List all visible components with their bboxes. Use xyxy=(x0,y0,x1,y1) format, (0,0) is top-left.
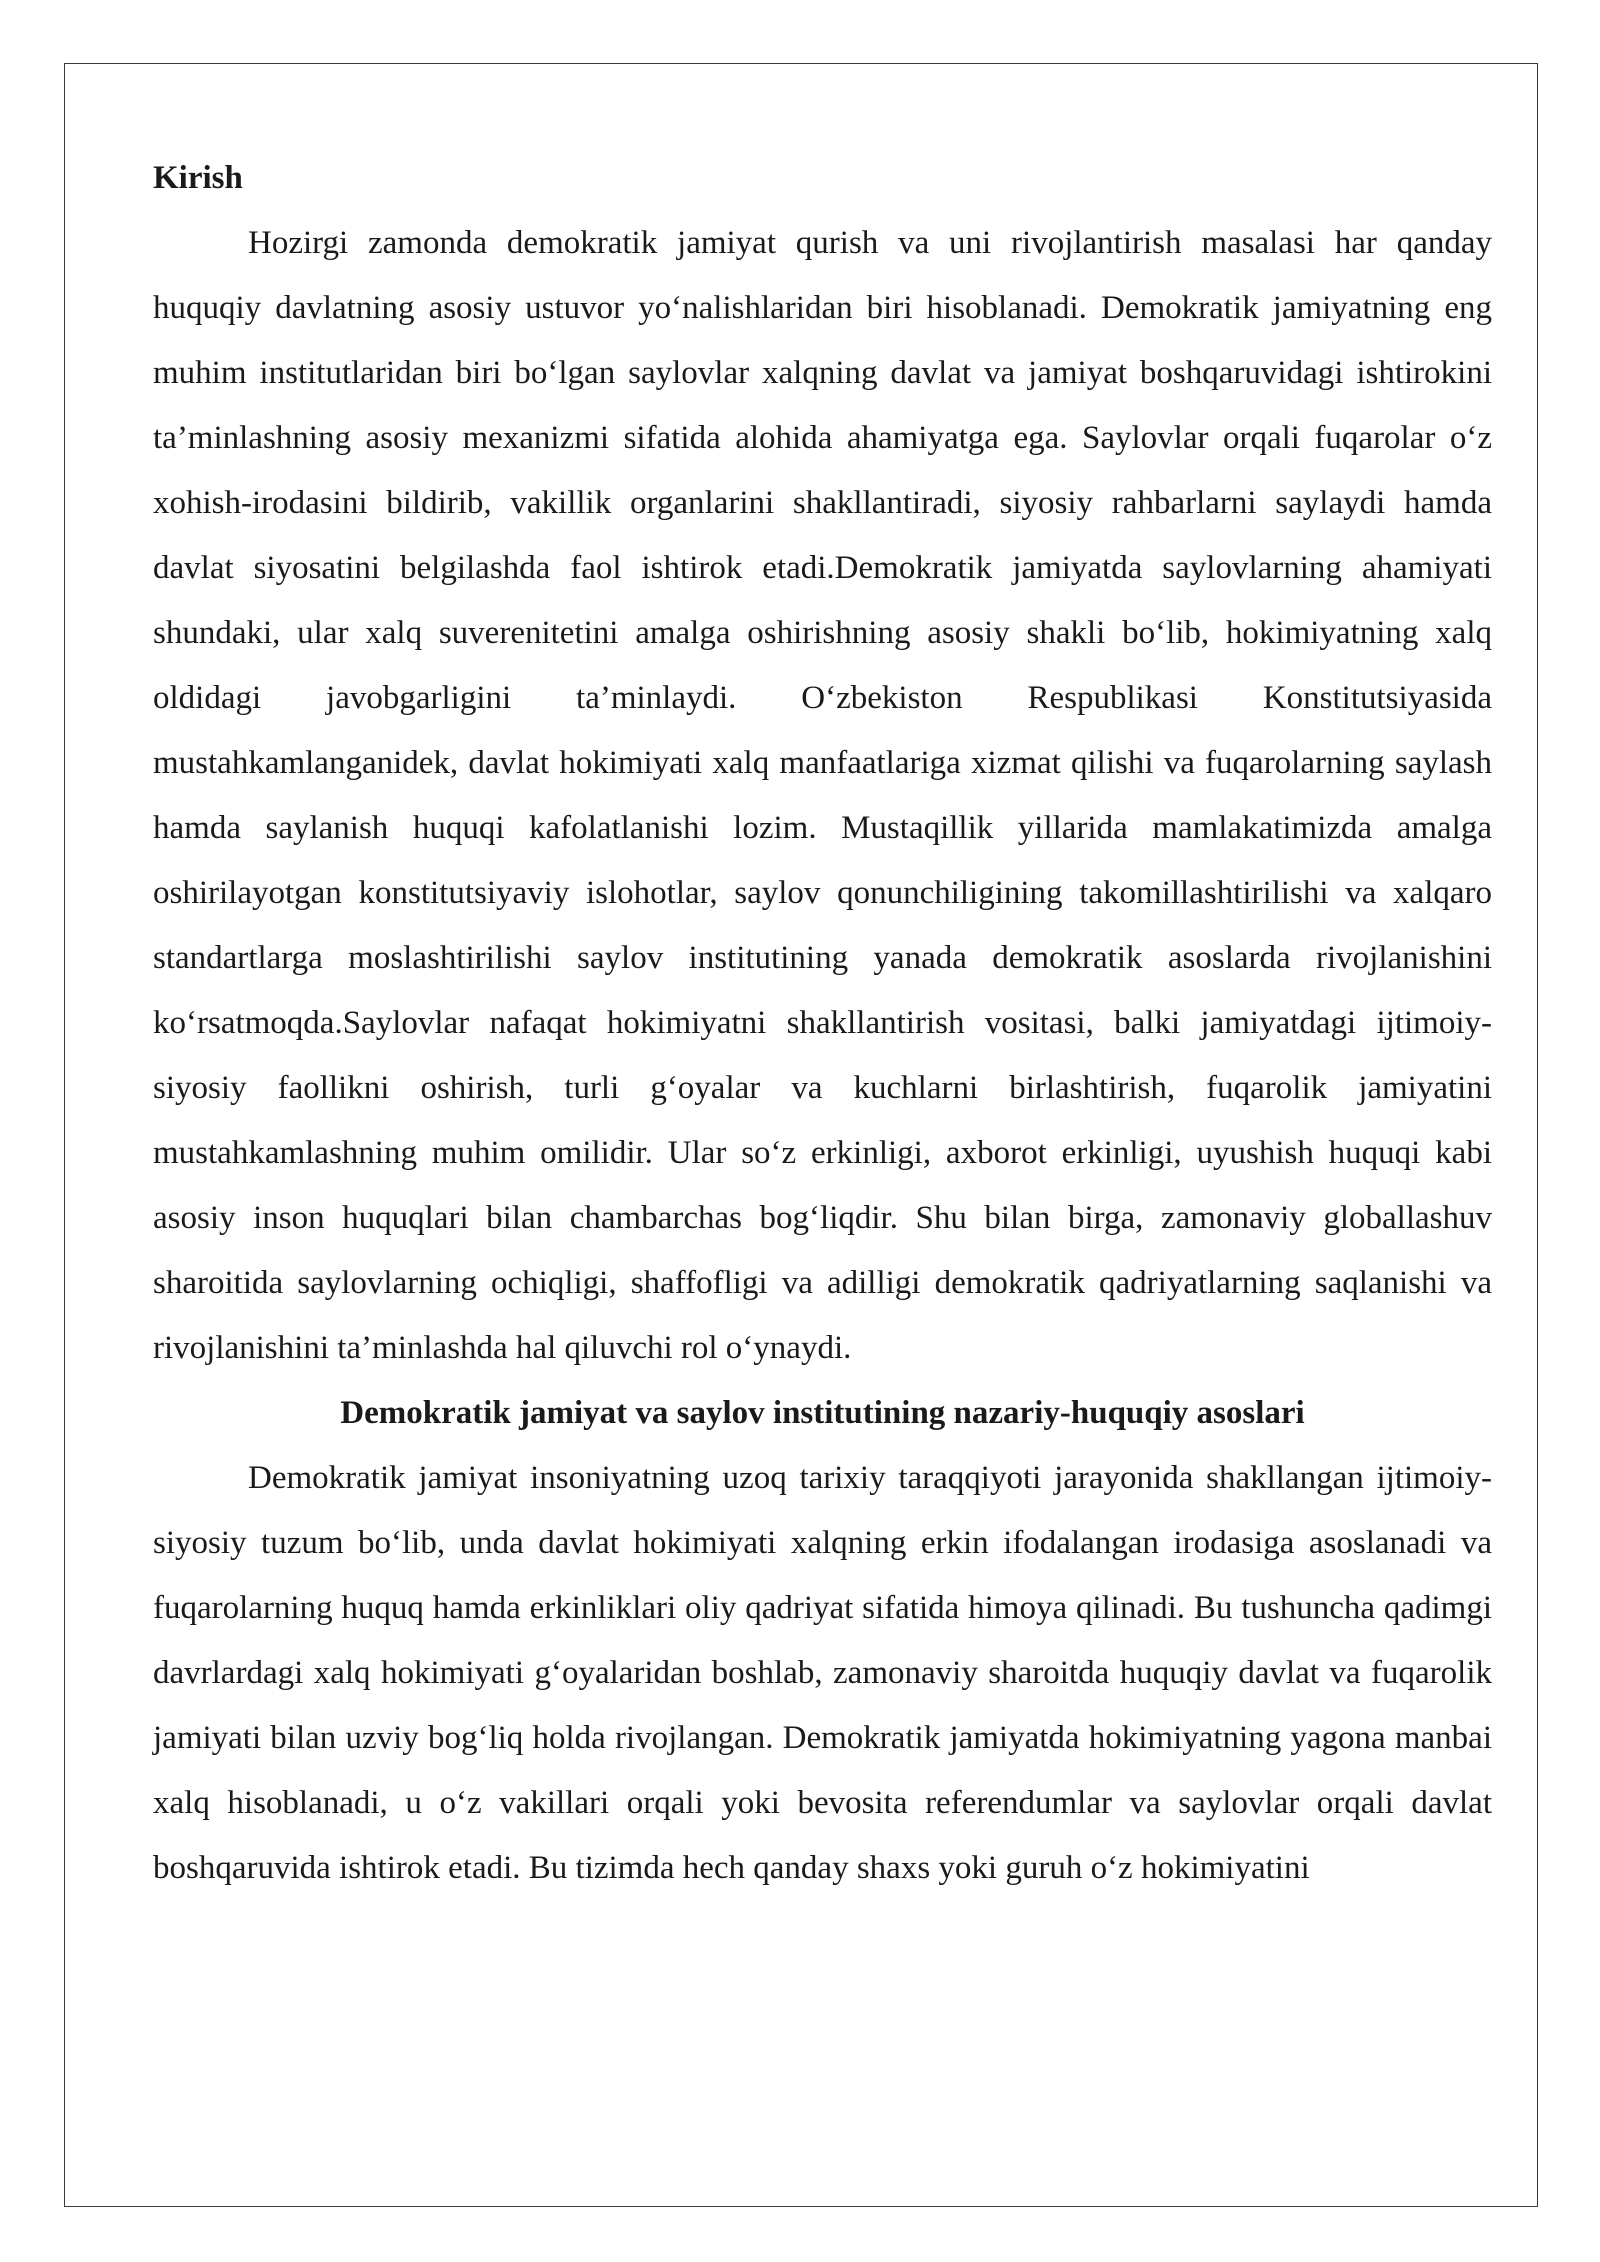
section-paragraph: Demokratik jamiyat insoniyatning uzoq tarixiy taraqqiyoti jarayonida shakllangan ijtimoiy-siyosiy tuzum bo‘lib, unda davlat hokimiyati xalqning erkin ifodalangan irodasiga asoslanadi va fuqarolarning huquq hamda erkinliklari oliy qadriyat sifatida himoya qilinadi. Bu tushuncha qadimgi davrlardagi xalq hokimiyati g‘oyalaridan boshlab, zamonaviy sharoitda huquqiy davlat va fuqarolik jamiyati bilan uzviy bog‘liq holda rivojlangan. Demokratik jamiyatda hokimiyatning yagona manbai xalq hisoblanadi, u o‘z vakillari orqali yoki bevosita referendumlar va saylovlar orqali davlat boshqaruvida ishtirok etadi. Bu tizimda hech qanday shaxs yoki guruh o‘z hokimiyatini xyxy=(153,1460,1492,1886)
intro-paragraph: Hozirgi zamonda demokratik jamiyat qurish va uni rivojlantirish masalasi har qanday huquqiy davlatning asosiy ustuvor yo‘nalishlaridan biri hisoblanadi. Demokratik jamiyatning eng muhim institutlaridan biri bo‘lgan saylovlar xalqning davlat va jamiyat boshqaruvidagi ishtirokini ta’minlashning asosiy mexanizmi sifatida alohida ahamiyatga ega. Saylovlar orqali fuqarolar o‘z xohish-irodasini bildirib, vakillik organlarini shakllantiradi, siyosiy rahbarlarni saylaydi hamda davlat siyosatini belgilashda faol ishtirok etadi.Demokratik jamiyatda saylovlarning ahamiyati shundaki, ular xalq suverenitetini amalga oshirishning asosiy shakli bo‘lib, hokimiyatning xalq oldidagi javobgarligini ta’minlaydi. O‘zbekiston Respublikasi Konstitutsiyasida mustahkamlanganidek, davlat hokimiyati xalq manfaatlariga xizmat qilishi va fuqarolarning saylash hamda saylanish huquqi kafolatlanishi lozim. Mustaqillik yillarida mamlakatimizda amalga oshirilayotgan konstitutsiyaviy islohotlar, saylov qonunchiligining takomillashtirilishi va xalqaro standartlarga moslashtirilishi saylov institutining yanada demokratik asoslarda rivojlanishini ko‘rsatmoqda.Saylovlar nafaqat hokimiyatni shakllantirish vositasi, balki jamiyatdagi ijtimoiy-siyosiy faollikni oshirish, turli g‘oyalar va kuchlarni birlashtirish, fuqarolik jamiyatini mustahkamlashning muhim omilidir. Ular so‘z erkinligi, axborot erkinligi, uyushish huquqi kabi asosiy inson huquqlari bilan chambarchas bog‘liqdir. Shu bilan birga, zamonaviy globallashuv sharoitida saylovlarning ochiqligi, shaffofligi va adilligi demokratik qadriyatlarning saqlanishi va rivojlanishini ta’minlashda hal qiluvchi rol o‘ynaydi. xyxy=(153,225,1492,1366)
section-title: Demokratik jamiyat va saylov institutining nazariy-huquqiy asoslari xyxy=(340,1395,1305,1431)
intro-heading: Kirish xyxy=(153,160,243,196)
document-body xyxy=(153,146,1492,1901)
